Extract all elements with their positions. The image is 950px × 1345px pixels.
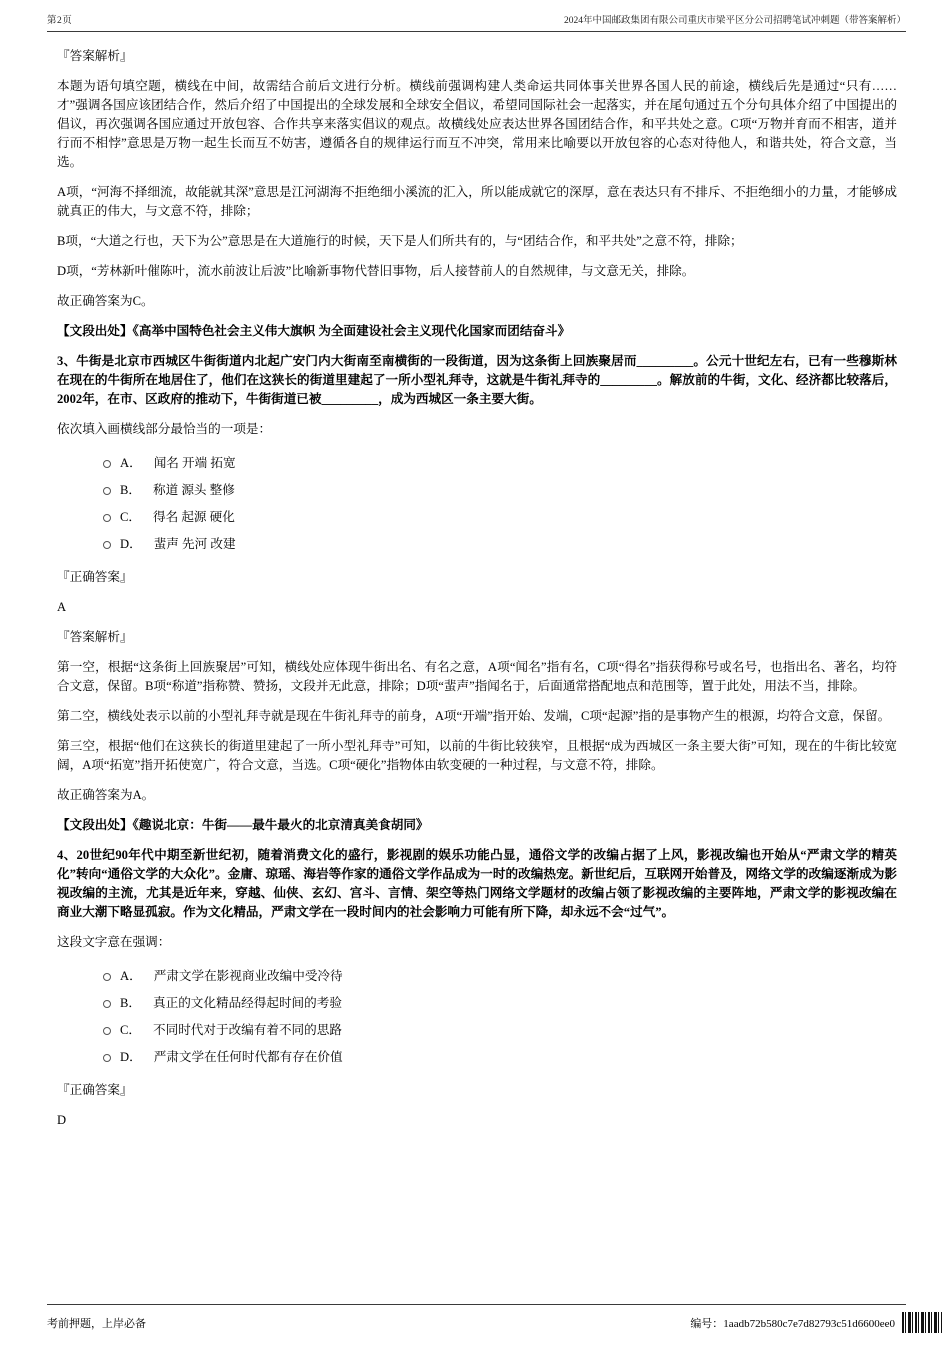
q3-options (103, 450, 897, 558)
q3-correct-answer-label: 『正确答案』 (57, 570, 133, 584)
q2-conclusion: 故正确答案为C。 (57, 294, 154, 308)
q3-analysis-label: 『答案解析』 (57, 630, 133, 644)
q3-prompt: 依次填入画横线部分最恰当的一项是： (57, 422, 272, 436)
document-title: 2024年中国邮政集团有限公司重庆市梁平区分公司招聘笔试冲刺题（带答案解析） (563, 16, 906, 26)
option-letter: B． (120, 996, 141, 1010)
q3-stem: 3、牛街是北京市西城区牛街街道内北起广安门内大街南至南横街的一段街道，因为这条街上回族聚居而_________。公元十世纪左右，已有一些穆斯林在现在的牛街所在地居住了，他们在这狭长的街道里建起了一所小型礼拜寺，这就是牛街礼拜寺的_________。解放前的牛街，文化、经济都比较落后，2002年，在市、区政府的推动下，牛街街道已被_________，成为西城区一条主要大街。 (57, 354, 897, 406)
q3-analysis-paragraph: 第一空，根据“这条街上回族聚居”可知，横线处应体现牛街出名、有名之意，A项“闻名”指有名，C项“得名”指获得称号或名号，也指出名、著名，均符合文意，保留。B项“称道”指称赞、赞扬，文段并无此意，排除；D项“蜚声”指闻名于，后面通常搭配地点和范围等，置于此处，用法不当，排除。 (57, 660, 897, 693)
document-serial-number: 编号：1aadb72b580c7e7d82793c51d6600ee0 (690, 1317, 895, 1330)
q3-option-a[interactable] (103, 450, 897, 477)
q2-source: 【文段出处】《高举中国特色社会主义伟大旗帜 为全面建设社会主义现代化国家而团结奋斗》 (57, 324, 571, 338)
footer-right (690, 1312, 906, 1333)
option-text: 严肃文学在任何时代都有存在价值 (153, 1050, 343, 1064)
q4-option-d[interactable] (103, 1044, 897, 1071)
option-letter: C． (120, 1023, 141, 1037)
radio-icon[interactable] (103, 514, 111, 522)
option-letter: A． (120, 456, 142, 470)
q3-option-b[interactable] (103, 477, 897, 504)
q2-analysis-paragraph: D项，“芳林新叶催陈叶，流水前波让后波”比喻新事物代替旧事物，后人接替前人的自然规律，与文意无关，排除。 (57, 264, 695, 278)
option-text: 严肃文学在影视商业改编中受冷待 (153, 969, 343, 983)
radio-icon[interactable] (103, 973, 111, 981)
q4-correct-answer: D (57, 1113, 67, 1127)
q4-options (103, 963, 897, 1071)
q2-analysis-label: 『答案解析』 (57, 49, 133, 63)
q3-source: 【文段出处】《趣说北京：牛街——最牛最火的北京清真美食胡同》 (57, 818, 429, 832)
page-content (47, 32, 906, 1304)
option-letter: C． (120, 510, 141, 524)
option-letter: B． (120, 483, 141, 497)
option-text: 蜚声 先河 改建 (153, 537, 236, 551)
q4-stem: 4、20世纪90年代中期至新世纪初，随着消费文化的盛行，影视剧的娱乐功能凸显，通俗文学的改编占据了上风，影视改编也开始从“严肃文学的精英化”转向“通俗文学的大众化”。金庸、琼瑶、海岩等作家的通俗文学作品成为一时的改编热宠。新世纪后，互联网开始普及，网络文学的改编逐渐成为影视改编的主流，尤其是近年来，穿越、仙侠、玄幻、宫斗、言情、架空等热门网络文学题材的改编占领了影视改编的主要阵地，严肃文学的影视改编在商业大潮下略显孤寂。作为文化精品，严肃文学在一段时间内的社会影响力可能有所下降，却永远不会“过气”。 (57, 848, 898, 919)
q4-prompt: 这段文字意在强调： (57, 935, 171, 949)
radio-icon[interactable] (103, 487, 111, 495)
option-text: 称道 源头 整修 (153, 483, 235, 497)
page-number: 第2页 (47, 16, 73, 26)
footer-slogan: 考前押题，上岸必备 (47, 1317, 146, 1330)
radio-icon[interactable] (103, 1027, 111, 1035)
q4-option-b[interactable] (103, 990, 897, 1017)
q2-analysis-paragraph: 本题为语句填空题，横线在中间，故需结合前后文进行分析。横线前强调构建人类命运共同体事关世界各国人民的前途，横线后先是通过“只有……才”强调各国应该团结合作，然后介绍了中国提出的全球发展和全球安全倡议，希望同国际社会一起落实，并在尾句通过五个分句具体介绍了中国提出的倡议，再次强调各国应通过开放包容、合作共享来落实倡议的观点。故横线处应表达世界各国团结合作，和平共处之意。C项“万物并育而不相害，道并行而不相悖”意思是万物一起生长而互不妨害，遵循各自的规律运行而互不冲突，常用来比喻要以开放包容的心态对待他人，和谐共处，符合文意，当选。 (57, 79, 897, 169)
q4-option-c[interactable] (103, 1017, 897, 1044)
q2-analysis-paragraph: B项，“大道之行也，天下为公”意思是在大道施行的时候，天下是人们所共有的，与“团结合作，和平共处”之意不符，排除； (57, 234, 743, 248)
q2-analysis-paragraph: A项，“河海不择细流，故能就其深”意思是江河湖海不拒绝细小溪流的汇入，所以能成就它的深厚，意在表达只有不排斥、不拒绝细小的力量，才能够成就真正的伟大，与文意不符，排除； (57, 185, 897, 218)
option-text: 不同时代对于改编有着不同的思路 (153, 1023, 342, 1037)
q3-correct-answer: A (57, 600, 67, 614)
page-footer (47, 1304, 906, 1333)
option-text: 真正的文化精品经得起时间的考验 (153, 996, 342, 1010)
q4-correct-answer-label: 『正确答案』 (57, 1083, 133, 1097)
q3-analysis-paragraph: 第二空，横线处表示以前的小型礼拜寺就是现在牛街礼拜寺的前身，A项“开端”指开始、发端，C项“起源”指的是事物产生的根源，均符合文意，保留。 (57, 709, 891, 723)
radio-icon[interactable] (103, 1000, 111, 1008)
q3-analysis-paragraph: 第三空，根据“他们在这狭长的街道里建起了一所小型礼拜寺”可知，以前的牛街比较狭窄，且根据“成为西城区一条主要大街”可知，现在的牛街比较宽阔，A项“拓宽”指开拓使宽广，符合文意，当选。C项“硬化”指物体由软变硬的一种过程，与文意不符，排除。 (57, 739, 897, 772)
option-letter: A． (120, 969, 142, 983)
q3-option-d[interactable] (103, 531, 897, 558)
page-header (47, 8, 906, 32)
q3-conclusion: 故正确答案为A。 (57, 788, 155, 802)
barcode-icon (902, 1312, 942, 1333)
option-text: 得名 起源 硬化 (153, 510, 235, 524)
radio-icon[interactable] (103, 541, 111, 549)
q4-option-a[interactable] (103, 963, 897, 990)
option-letter: D． (120, 1050, 142, 1064)
option-text: 闻名 开端 拓宽 (153, 456, 236, 470)
option-letter: D． (120, 537, 142, 551)
radio-icon[interactable] (103, 1054, 111, 1062)
q3-option-c[interactable] (103, 504, 897, 531)
radio-icon[interactable] (103, 460, 111, 468)
